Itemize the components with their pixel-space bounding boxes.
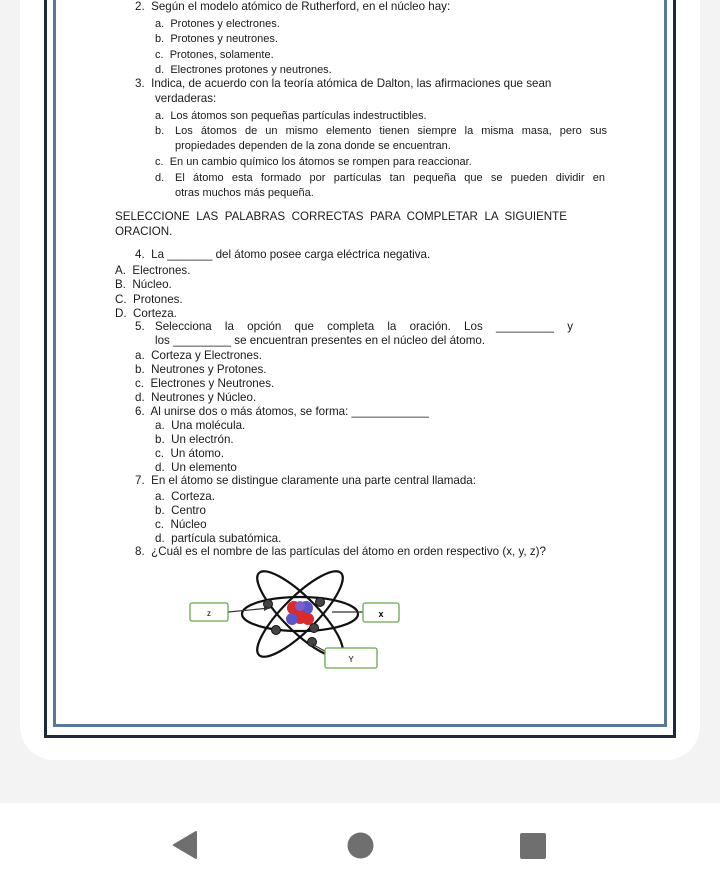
question-5: 5. bbox=[135, 320, 145, 333]
option-item: c. Protones, solamente. bbox=[155, 49, 274, 61]
navigation-bar bbox=[0, 803, 720, 887]
option-item: C. Protones. bbox=[115, 293, 183, 306]
option-text-cont: propiedades dependen de la zona donde se encuentran. bbox=[175, 140, 451, 152]
option-item: d. Neutrones y Núcleo. bbox=[135, 391, 257, 404]
question-3-cont: verdaderas: bbox=[155, 92, 217, 105]
label-box-z bbox=[190, 603, 228, 621]
recents-square-icon[interactable] bbox=[520, 833, 546, 859]
label-z: z bbox=[207, 609, 211, 618]
label-box-y bbox=[325, 648, 377, 668]
option-item: A. Electrones. bbox=[115, 264, 191, 277]
question-6: 6. Al unirse dos o más átomos, se forma: ____________ bbox=[135, 405, 429, 418]
option-item: d. Un elemento bbox=[155, 461, 237, 474]
question-8: 8. ¿Cuál es el nombre de las partículas del átomo en orden respectivo (x, y, z)? bbox=[135, 545, 546, 558]
back-triangle-icon[interactable] bbox=[172, 830, 198, 860]
option-item: D. Corteza. bbox=[115, 307, 177, 320]
question-number: 2. bbox=[135, 0, 145, 13]
label-x: x bbox=[378, 609, 384, 619]
option-item: c. Un átomo. bbox=[155, 447, 224, 460]
question-2 bbox=[135, 0, 450, 14]
option-item: a. Los átomos son pequeñas partículas indestructibles. bbox=[155, 110, 427, 122]
question-text-cont: los _________ se encuentran presentes en el núcleo del átomo. bbox=[155, 334, 486, 347]
option-item: a. Corteza y Electrones. bbox=[135, 349, 262, 362]
option-text-cont: otras muchos más pequeña. bbox=[175, 187, 314, 199]
option-item: b. Un electrón. bbox=[155, 433, 234, 446]
atom-diagram bbox=[180, 562, 420, 672]
option-item: b. Centro bbox=[155, 504, 206, 517]
option-text: Los átomos de un mismo elemento tienen siempre la misma masa, pero sus bbox=[175, 125, 607, 137]
question-4: 4. La _______ del átomo posee carga eléctrica negativa. bbox=[135, 248, 431, 261]
nucleus-icon bbox=[286, 601, 314, 625]
question-3: 3. Indica, de acuerdo con la teoría atómica de Dalton, las afirmaciones que sean bbox=[135, 77, 552, 90]
section-heading: SELECCIONE LAS PALABRAS CORRECTAS PARA COMPLETAR LA SIGUIENTE bbox=[115, 210, 567, 223]
option-item: d. bbox=[155, 172, 165, 184]
option-item: c. Núcleo bbox=[155, 518, 207, 531]
option-item: d. partícula subatómica. bbox=[155, 532, 282, 545]
option-item: a. Protones y electrones. bbox=[155, 18, 280, 30]
label-box-x bbox=[363, 603, 399, 622]
option-item: a. Una molécula. bbox=[155, 419, 246, 432]
label-y: Y bbox=[348, 655, 354, 664]
option-item: c. Electrones y Neutrones. bbox=[135, 377, 275, 390]
option-item: b. Neutrones y Protones. bbox=[135, 363, 267, 376]
option-item: c. En un cambio químico los átomos se rompen para reaccionar. bbox=[155, 156, 472, 168]
option-item: b. bbox=[155, 125, 165, 137]
question-text: Según el modelo atómico de Rutherford, en el núcleo hay: bbox=[151, 0, 451, 13]
home-circle-icon[interactable] bbox=[347, 832, 374, 859]
option-item: d. Electrones protones y neutrones. bbox=[155, 64, 332, 76]
question-7: 7. En el átomo se distingue claramente una parte central llamada: bbox=[135, 474, 476, 487]
section-heading-cont: ORACION. bbox=[115, 225, 173, 238]
pointer-z bbox=[228, 608, 270, 612]
option-item: a. Corteza. bbox=[155, 490, 215, 503]
option-item: b. Protones y neutrones. bbox=[155, 33, 278, 45]
question-text: Selecciona la opción que completa la oración. Los _________ y bbox=[155, 320, 573, 333]
option-text: El átomo esta formado por partículas tan pequeña que se pueden dividir en bbox=[175, 172, 605, 184]
option-item: B. Núcleo. bbox=[115, 278, 172, 291]
